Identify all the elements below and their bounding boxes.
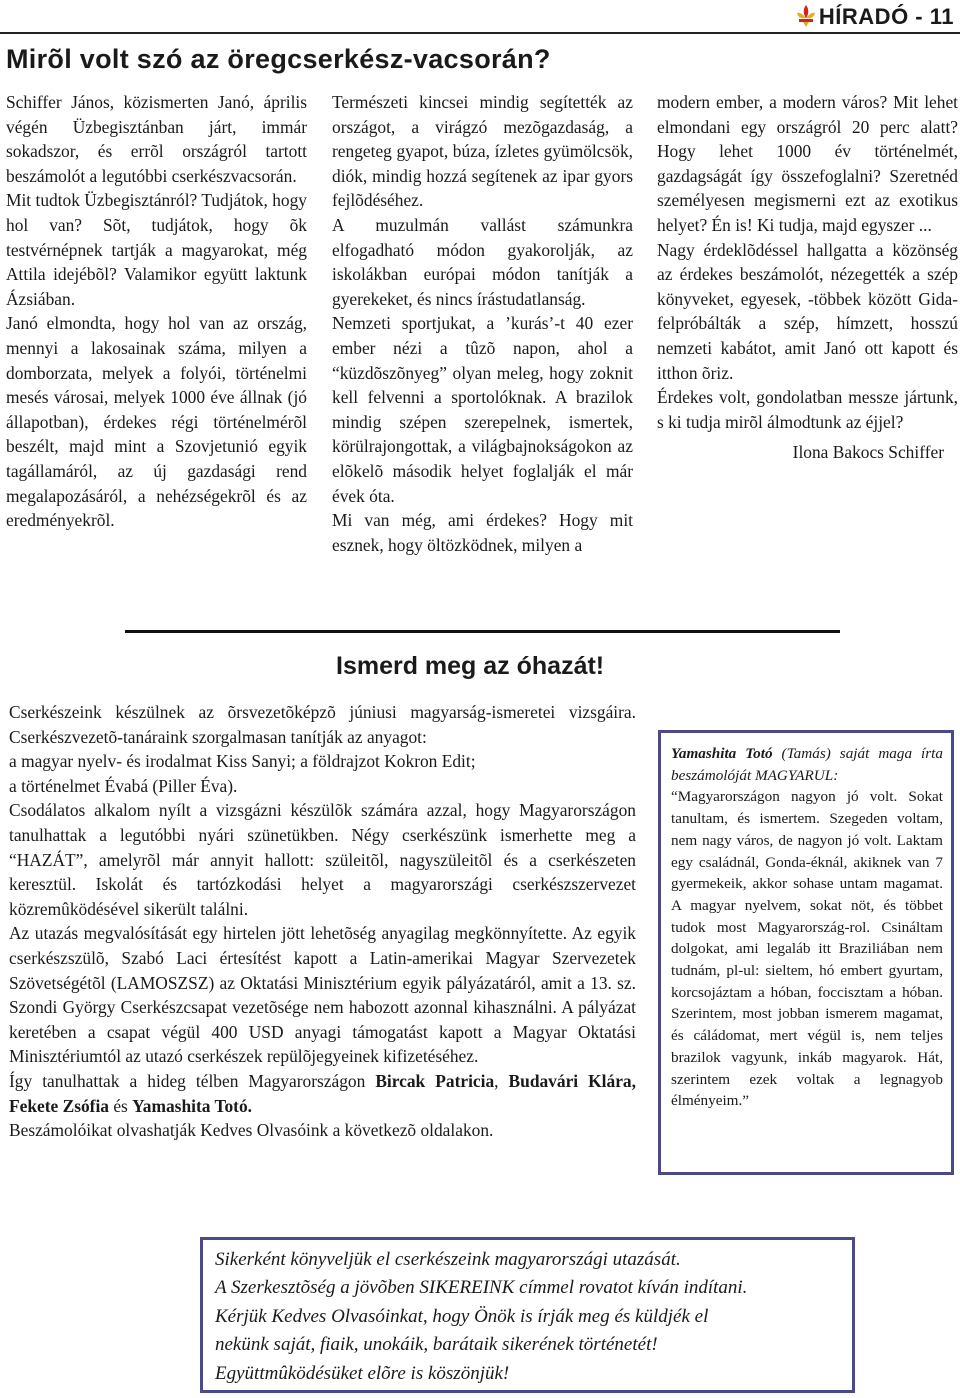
header-rule — [0, 32, 960, 34]
page-header-label: HÍRADÓ - 11 — [818, 4, 954, 29]
student-name: Yamashita Totó — [671, 745, 773, 762]
text-run: (Tamás) saját maga írta beszámolóját MAGYARUL: — [671, 745, 943, 784]
notice-line: Kérjük Kedves Olvasóinkat, hogy Önök is írják meg és küldjék el — [215, 1305, 709, 1327]
paragraph: Nemzeti sportjukat, a ’kurás’-t 40 ezer ember nézi a tûzõ napon, ahol a “küzdõszõnyeg” olyan meleg, hogy zoknit kell felvenni a sportolóknak. A brazilok mindig szépen szerepelnek, ismertek, körülrajongottak, a világbajnokságokon az elõkelõ második helyet foglalják el már évek óta. — [332, 313, 633, 506]
notice-line: nekünk saját, fiaik, unokáik, barátaik sikerének történetét! — [215, 1334, 658, 1356]
student-quote: “Magyarországon nagyon jó volt. Sokat tanultam, és ismertem. Szegeden voltam, nem nagy város, de nagyon jó volt. Laktam egy családnál, Gonda-éknál, akiknek van 7 gyermekeik, akkor sohase untam magamat. A magyar nyelvem, sokat nöt, és többet tudok most Magyarország-rol. Csináltam dolgokat, ami legaláb itt Braziliában nem tudnám, pl-ul: sieltem, hó embert gyurtam, korcsojáztam a hóban, foccisztam a hóban. Szerintem, most jobban ismerem magamat, és cáládomat, mert végül is, nem teljes brazilok vagyunk, inkáb magyarok. Hát, szerintem ezek voltak a legnagyob élményeim.” — [671, 788, 943, 1110]
paragraph-line: a magyar nyelv- és irodalmat Kiss Sanyi; a földrajzot Kokron Edit; — [9, 751, 476, 772]
author-signature: Ilona Bakocs Schiffer — [792, 442, 944, 463]
article-body — [9, 700, 636, 1143]
paragraph — [9, 1069, 636, 1118]
paragraph-line: a történelmet Évabá (Piller Éva). — [9, 775, 238, 796]
student-quote-box — [658, 730, 954, 1175]
text-run: Így tanulhattak a hideg télben Magyarországon — [9, 1070, 376, 1091]
section-divider — [125, 630, 840, 633]
notice-line: Sikerként könyveljük el cserkészeink magyarországi utazását. — [215, 1249, 681, 1270]
article-column-1 — [6, 90, 307, 533]
paragraph: Cserkészeink készülnek az õrsvezetõképzõ júniusi magyarság-ismeretei vizsgáira. Cserkészvezetõ-tanáraink szorgalmasan tanítják az anyagot: — [9, 702, 636, 747]
paragraph: Mit tudtok Üzbegisztánról? Tudjátok, hogy hol van? Sõt, tudjátok, hogy õk testvérnépnek tartják a magyarokat, még Attila idejébõl? Valamikor együtt laktunk Ázsiában. — [6, 190, 307, 309]
editorial-notice-box — [200, 1237, 855, 1393]
paragraph: Csodálatos alkalom nyílt a vizsgázni készülõk számára azzal, hogy Magyarországon tanulhattak a legutóbbi nyári szünetükben. Négy cserkészünk ismerhette meg a “HAZÁT”, amelyrõl már annyit hallott: szüleitõl, nagyszüleitõl és a cserkészeten keresztül. Iskolát és tartózkodási helyet a magyarországi cserkészszervezet közremûködésével sikerült találni. — [9, 800, 636, 919]
paragraph: Érdekes volt, gondolatban messze jártunk, s ki tudja mirõl álmodtunk az éjjel? — [657, 387, 958, 432]
article-title: Mirõl volt szó az öregcserkész-vacsorán? — [6, 44, 551, 74]
notice-line: Együttmûködésüket elõre is köszönjük! — [215, 1362, 510, 1384]
paragraph: modern ember, a modern város? Mit lehet elmondani egy országról 20 perc alatt? Hogy lehet 1000 év történelmét, gazdagságát így összefoglalni? Szeretnéd személyesen megismerni ezt az exotikus helyet? Én is! Ki tudja, majd egyszer ... — [657, 92, 958, 235]
notice-line: A Szerkesztõség a jövõben SIKEREINK címmel rovatot kíván indítani. — [215, 1277, 748, 1299]
paragraph: Az utazás megvalósítását egy hirtelen jött lehetõség anyagilag megkönnyítette. Az egyik cserkészszülõ, Szabó Laci értesítést kapott a Latin-amerikai Magyar Szervezetek Szövetségétõl (LAMOSZSZ) az Oktatási Minisztérium egyik pályázatáról, amit a 13. sz. Szondi György Cserkészcsapat vezetõsége nem habozott azonnal kihasználni. A pályázat keretében a csapat végül 400 USD anyagi támogatást kapott a Magyar Oktatási Minisztériumtól az utazó cserkészek repülõjegyeinek kifizetéséhez. — [9, 923, 636, 1067]
student-name: Yamashita Totó. — [132, 1095, 253, 1116]
scout-lily-icon — [795, 4, 817, 28]
paragraph: Beszámolóikat olvashatják Kedves Olvasóink a következõ oldalakon. — [9, 1120, 494, 1141]
article-title: Ismerd meg az óhazát! — [336, 652, 605, 680]
text-run: , — [494, 1070, 509, 1091]
paragraph: Mi van még, ami érdekes? Hogy mit esznek, hogy öltözködnek, milyen a — [332, 510, 633, 555]
paragraph: Schiffer János, közismerten Janó, április végén Üzbegisztánban járt, immár sokadszor, és errõl országról tartott beszámolót a legutóbbi cserkészvacsorán. — [6, 92, 307, 186]
article-column-2 — [332, 90, 633, 557]
quote-intro — [671, 743, 943, 786]
student-name: Bircak Patricia — [375, 1070, 495, 1091]
article-column-3 — [657, 90, 958, 465]
paragraph: Janó elmondta, hogy hol van az ország, mennyi a lakosainak száma, milyen a domborzata, melyek a folyói, történelmi mesés városai, melyek 1000 éve állnak (jó állapotban), érdekes régi történelmérõl beszélt, majd mint a Szovjetunió egyik tagállamáról, az új gazdasági rend megalapozásáról, a nehézségekrõl és az eredményekrõl. — [6, 313, 307, 531]
paragraph: A muzulmán vallást számunkra elfogadható módon gyakorolják, az iskolákban európai módon tanítják a gyerekeket, és nincs írástudatlanság. — [332, 214, 633, 309]
paragraph: Természeti kincsei mindig segítették az országot, a virágzó mezõgazdaság, a rengeteg gyapot, búza, ízletes gyümölcsök, diók, mindig hozzá segítenek az ipar gyors fejlõdéséhez. — [332, 92, 633, 211]
student-name: Budavári Klára, Fekete Zsófia — [9, 1070, 636, 1116]
text-run: és — [108, 1095, 133, 1116]
paragraph: Nagy érdeklõdéssel hallgatta a közönség az érdekes beszámolót, nézegették a szép könyveket, egyesek, -többek között Gida-felpróbálták a szép, hímzett, hosszú nemzeti kabátot, amit Janó ott kapott és itthon õriz. — [657, 239, 958, 383]
